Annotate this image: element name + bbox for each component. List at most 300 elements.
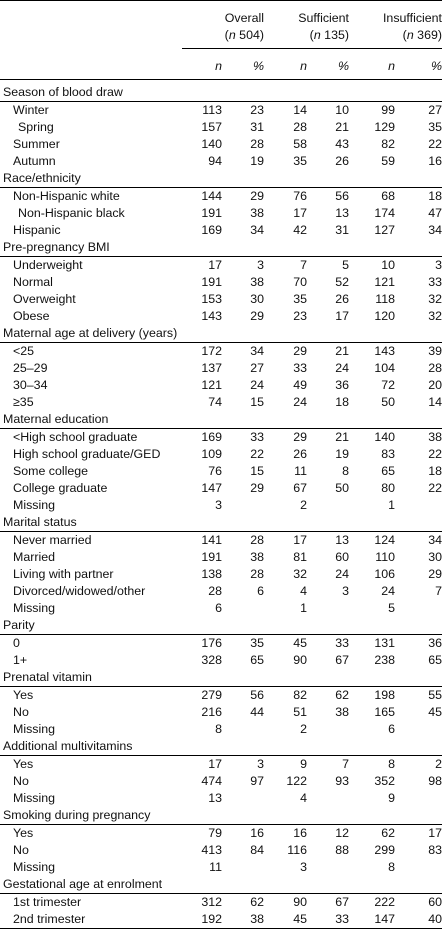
cell-insufficient-pct: 35	[395, 119, 442, 136]
table-row	[0, 756, 442, 774]
row-label: Spring	[0, 119, 182, 136]
cell-insufficient-pct	[395, 600, 442, 617]
cell-insufficient-n: 62	[349, 825, 395, 843]
cell-insufficient-n: 147	[349, 911, 395, 929]
row-label: No	[0, 704, 182, 721]
cell-insufficient-pct	[395, 497, 442, 514]
cell-overall-pct: 65	[222, 652, 264, 669]
cell-sufficient-n: 23	[264, 308, 307, 325]
cell-overall-pct: 27	[222, 360, 264, 377]
table-header	[0, 1, 442, 80]
cell-insufficient-pct: 83	[395, 842, 442, 859]
cell-insufficient-n: 10	[349, 257, 395, 275]
cell-insufficient-n: 222	[349, 894, 395, 912]
row-label: Living with partner	[0, 566, 182, 583]
cell-sufficient-pct: 21	[307, 429, 349, 447]
cell-sufficient-n: 49	[264, 377, 307, 394]
cell-sufficient-pct: 19	[307, 446, 349, 463]
cell-insufficient-n: 110	[349, 549, 395, 566]
cell-insufficient-n: 59	[349, 153, 395, 170]
row-label: College graduate	[0, 480, 182, 497]
cell-insufficient-n: 9	[349, 790, 395, 807]
cell-overall-n: 79	[182, 825, 222, 843]
cell-sufficient-pct: 21	[307, 343, 349, 361]
cell-sufficient-n: 33	[264, 360, 307, 377]
cell-overall-pct	[222, 600, 264, 617]
cell-overall-pct: 16	[222, 825, 264, 843]
cell-sufficient-pct: 50	[307, 480, 349, 497]
cell-overall-pct: 28	[222, 532, 264, 550]
row-label: Underweight	[0, 257, 182, 275]
cell-overall-n: 312	[182, 894, 222, 912]
cell-overall-n: 13	[182, 790, 222, 807]
cell-insufficient-pct: 45	[395, 704, 442, 721]
table-row	[0, 600, 442, 617]
cell-insufficient-pct: 22	[395, 446, 442, 463]
cell-insufficient-n: 143	[349, 343, 395, 361]
cell-overall-n: 28	[182, 583, 222, 600]
cell-overall-n: 94	[182, 153, 222, 170]
cell-insufficient-n: 65	[349, 463, 395, 480]
cell-sufficient-pct: 33	[307, 635, 349, 653]
row-label: Never married	[0, 532, 182, 550]
cell-insufficient-pct: 60	[395, 894, 442, 912]
row-label: Missing	[0, 859, 182, 876]
cell-insufficient-pct: 34	[395, 532, 442, 550]
cell-overall-n: 138	[182, 566, 222, 583]
cell-sufficient-n: 1	[264, 600, 307, 617]
cell-overall-n: 137	[182, 360, 222, 377]
cell-insufficient-n: 68	[349, 188, 395, 206]
cell-sufficient-pct: 56	[307, 188, 349, 206]
col-n-insufficient: n	[349, 57, 395, 80]
cell-insufficient-n: 352	[349, 773, 395, 790]
section-title: Marital status	[0, 514, 442, 532]
cell-sufficient-n: 116	[264, 842, 307, 859]
cell-overall-pct: 38	[222, 911, 264, 929]
row-label: Married	[0, 549, 182, 566]
cell-overall-n: 169	[182, 429, 222, 447]
cell-sufficient-n: 28	[264, 119, 307, 136]
cell-insufficient-n: 1	[349, 497, 395, 514]
table-row	[0, 463, 442, 480]
cell-insufficient-n: 129	[349, 119, 395, 136]
cell-overall-n: 191	[182, 205, 222, 222]
cell-sufficient-pct: 31	[307, 222, 349, 239]
row-label: ≥35	[0, 394, 182, 411]
cell-sufficient-n: 7	[264, 257, 307, 275]
row-label: Normal	[0, 274, 182, 291]
cell-insufficient-n: 121	[349, 274, 395, 291]
cell-insufficient-n: 299	[349, 842, 395, 859]
row-label: Summer	[0, 136, 182, 153]
cell-overall-pct: 3	[222, 756, 264, 774]
cell-overall-n: 3	[182, 497, 222, 514]
cell-overall-pct: 31	[222, 119, 264, 136]
cell-insufficient-n: 99	[349, 102, 395, 120]
group-insufficient-name: Insufficient	[349, 10, 442, 27]
table-row	[0, 205, 442, 222]
cell-overall-n: 147	[182, 480, 222, 497]
cell-sufficient-pct: 52	[307, 274, 349, 291]
cell-insufficient-pct: 40	[395, 911, 442, 929]
cell-overall-pct: 30	[222, 291, 264, 308]
group-sufficient-n: (n 135)	[264, 27, 349, 49]
cell-insufficient-pct: 55	[395, 687, 442, 705]
cell-insufficient-pct: 16	[395, 153, 442, 170]
section-title: Maternal education	[0, 411, 442, 429]
col-pct-sufficient: %	[307, 57, 349, 80]
cell-overall-n: 121	[182, 377, 222, 394]
cell-sufficient-n: 2	[264, 721, 307, 738]
cell-sufficient-n: 14	[264, 102, 307, 120]
cell-overall-n: 113	[182, 102, 222, 120]
section-title: Parity	[0, 617, 442, 635]
row-label: High school graduate/GED	[0, 446, 182, 463]
cell-sufficient-n: 29	[264, 429, 307, 447]
cell-overall-pct: 29	[222, 188, 264, 206]
cell-overall-pct: 19	[222, 153, 264, 170]
cell-insufficient-pct	[395, 790, 442, 807]
cell-sufficient-n: 3	[264, 859, 307, 876]
table-row	[0, 136, 442, 153]
cell-insufficient-pct: 30	[395, 549, 442, 566]
section-title: Pre-pregnancy BMI	[0, 239, 442, 257]
cell-insufficient-n: 106	[349, 566, 395, 583]
cell-sufficient-n: 4	[264, 583, 307, 600]
cell-insufficient-pct: 27	[395, 102, 442, 120]
row-label: 1+	[0, 652, 182, 669]
cell-overall-pct: 29	[222, 480, 264, 497]
cell-sufficient-n: 29	[264, 343, 307, 361]
cell-insufficient-n: 124	[349, 532, 395, 550]
cell-sufficient-pct	[307, 721, 349, 738]
cell-overall-pct: 38	[222, 205, 264, 222]
cell-insufficient-pct: 47	[395, 205, 442, 222]
row-label: 25–29	[0, 360, 182, 377]
row-label: Yes	[0, 687, 182, 705]
group-overall-name: Overall	[182, 10, 264, 27]
group-overall-n: (n 504)	[182, 27, 264, 49]
cell-overall-pct: 62	[222, 894, 264, 912]
cell-overall-n: 109	[182, 446, 222, 463]
section-header-row	[0, 669, 442, 687]
cell-sufficient-n: 17	[264, 205, 307, 222]
row-label: Missing	[0, 721, 182, 738]
cell-overall-pct: 97	[222, 773, 264, 790]
cell-overall-n: 17	[182, 257, 222, 275]
cell-sufficient-pct: 8	[307, 463, 349, 480]
cell-insufficient-pct	[395, 859, 442, 876]
cell-sufficient-n: 4	[264, 790, 307, 807]
cell-overall-n: 17	[182, 756, 222, 774]
cell-sufficient-pct: 26	[307, 291, 349, 308]
row-label: Non-Hispanic black	[0, 205, 182, 222]
cell-sufficient-pct: 13	[307, 532, 349, 550]
table-row	[0, 343, 442, 361]
row-label: Winter	[0, 102, 182, 120]
section-title: Maternal age at delivery (years)	[0, 325, 442, 343]
section-header-row	[0, 325, 442, 343]
cell-insufficient-pct: 28	[395, 360, 442, 377]
cell-sufficient-pct: 21	[307, 119, 349, 136]
table-row	[0, 532, 442, 550]
cell-insufficient-pct: 32	[395, 308, 442, 325]
cell-insufficient-n: 24	[349, 583, 395, 600]
cell-insufficient-pct: 29	[395, 566, 442, 583]
cell-sufficient-n: 70	[264, 274, 307, 291]
cell-overall-n: 157	[182, 119, 222, 136]
cell-sufficient-pct: 3	[307, 583, 349, 600]
cell-sufficient-n: 122	[264, 773, 307, 790]
cell-overall-n: 11	[182, 859, 222, 876]
cell-overall-n: 74	[182, 394, 222, 411]
table-row	[0, 721, 442, 738]
row-label: 1st trimester	[0, 894, 182, 912]
cell-overall-pct: 28	[222, 566, 264, 583]
row-label: Obese	[0, 308, 182, 325]
section-header-row	[0, 617, 442, 635]
cell-sufficient-pct: 67	[307, 894, 349, 912]
section-header-row	[0, 411, 442, 429]
cell-insufficient-n: 83	[349, 446, 395, 463]
cell-overall-n: 140	[182, 136, 222, 153]
cell-sufficient-n: 76	[264, 188, 307, 206]
cell-insufficient-pct: 2	[395, 756, 442, 774]
col-n-overall: n	[182, 57, 222, 80]
cell-sufficient-pct: 67	[307, 652, 349, 669]
cell-sufficient-pct	[307, 790, 349, 807]
row-label: 30–34	[0, 377, 182, 394]
section-header-row	[0, 170, 442, 188]
cell-insufficient-n: 140	[349, 429, 395, 447]
cell-overall-n: 191	[182, 549, 222, 566]
cell-insufficient-pct: 18	[395, 463, 442, 480]
cell-overall-n: 413	[182, 842, 222, 859]
cell-insufficient-pct	[395, 721, 442, 738]
cell-sufficient-pct: 38	[307, 704, 349, 721]
cell-sufficient-n: 16	[264, 825, 307, 843]
cell-sufficient-n: 51	[264, 704, 307, 721]
cell-insufficient-n: 104	[349, 360, 395, 377]
row-label: Hispanic	[0, 222, 182, 239]
cell-insufficient-n: 165	[349, 704, 395, 721]
row-label: No	[0, 842, 182, 859]
cell-overall-n: 144	[182, 188, 222, 206]
row-label: Non-Hispanic white	[0, 188, 182, 206]
cell-overall-n: 172	[182, 343, 222, 361]
col-n-sufficient: n	[264, 57, 307, 80]
cell-overall-pct: 23	[222, 102, 264, 120]
table-row	[0, 480, 442, 497]
cell-sufficient-n: 35	[264, 291, 307, 308]
section-title: Race/ethnicity	[0, 170, 442, 188]
table-row	[0, 446, 442, 463]
section-title: Prenatal vitamin	[0, 669, 442, 687]
cell-overall-pct	[222, 790, 264, 807]
cell-insufficient-pct: 65	[395, 652, 442, 669]
cell-insufficient-pct: 14	[395, 394, 442, 411]
cell-overall-pct: 38	[222, 549, 264, 566]
section-header-row	[0, 738, 442, 756]
cell-sufficient-pct: 88	[307, 842, 349, 859]
row-label: Missing	[0, 600, 182, 617]
cell-insufficient-pct: 22	[395, 136, 442, 153]
cell-insufficient-pct: 18	[395, 188, 442, 206]
cell-insufficient-n: 6	[349, 721, 395, 738]
cell-sufficient-n: 2	[264, 497, 307, 514]
cell-insufficient-pct: 34	[395, 222, 442, 239]
cell-overall-pct	[222, 859, 264, 876]
cell-insufficient-n: 50	[349, 394, 395, 411]
cell-sufficient-n: 26	[264, 446, 307, 463]
cell-insufficient-n: 82	[349, 136, 395, 153]
section-header-row	[0, 514, 442, 532]
cell-insufficient-pct: 32	[395, 291, 442, 308]
row-label: Yes	[0, 756, 182, 774]
cell-overall-n: 169	[182, 222, 222, 239]
table-row	[0, 704, 442, 721]
row-label: Some college	[0, 463, 182, 480]
table-row	[0, 188, 442, 206]
cell-overall-pct	[222, 721, 264, 738]
cell-overall-pct: 15	[222, 394, 264, 411]
cell-overall-n: 176	[182, 635, 222, 653]
table-row	[0, 859, 442, 876]
cell-overall-pct: 28	[222, 136, 264, 153]
cell-sufficient-n: 67	[264, 480, 307, 497]
cell-sufficient-pct	[307, 859, 349, 876]
cell-overall-n: 143	[182, 308, 222, 325]
cell-sufficient-pct: 24	[307, 360, 349, 377]
row-label: Overweight	[0, 291, 182, 308]
cell-sufficient-n: 45	[264, 635, 307, 653]
cell-overall-n: 141	[182, 532, 222, 550]
table-row	[0, 652, 442, 669]
cell-overall-n: 153	[182, 291, 222, 308]
cell-sufficient-pct: 10	[307, 102, 349, 120]
table-row	[0, 429, 442, 447]
cell-insufficient-pct: 22	[395, 480, 442, 497]
cell-sufficient-n: 81	[264, 549, 307, 566]
cell-sufficient-pct: 13	[307, 205, 349, 222]
row-label: Divorced/widowed/other	[0, 583, 182, 600]
cell-overall-n: 6	[182, 600, 222, 617]
cell-sufficient-n: 35	[264, 153, 307, 170]
cell-sufficient-n: 11	[264, 463, 307, 480]
table-row	[0, 583, 442, 600]
row-label: Missing	[0, 790, 182, 807]
cell-insufficient-n: 127	[349, 222, 395, 239]
table-row	[0, 360, 442, 377]
cell-sufficient-pct: 36	[307, 377, 349, 394]
col-pct-overall: %	[222, 57, 264, 80]
table-body	[0, 80, 442, 931]
cell-overall-pct	[222, 497, 264, 514]
cell-overall-pct: 29	[222, 308, 264, 325]
cell-sufficient-n: 82	[264, 687, 307, 705]
table-row	[0, 497, 442, 514]
cell-overall-pct: 44	[222, 704, 264, 721]
cell-overall-n: 328	[182, 652, 222, 669]
row-label: <25	[0, 343, 182, 361]
cell-insufficient-pct: 20	[395, 377, 442, 394]
table-row	[0, 842, 442, 859]
cell-sufficient-pct	[307, 497, 349, 514]
cell-insufficient-n: 131	[349, 635, 395, 653]
table-row	[0, 911, 442, 929]
cell-sufficient-pct: 93	[307, 773, 349, 790]
cell-insufficient-pct: 38	[395, 429, 442, 447]
table-row	[0, 549, 442, 566]
cell-overall-pct: 35	[222, 635, 264, 653]
cell-sufficient-n: 32	[264, 566, 307, 583]
cell-insufficient-pct: 98	[395, 773, 442, 790]
cell-insufficient-n: 120	[349, 308, 395, 325]
cell-sufficient-pct: 17	[307, 308, 349, 325]
cell-sufficient-n: 9	[264, 756, 307, 774]
cell-overall-n: 279	[182, 687, 222, 705]
cell-overall-pct: 24	[222, 377, 264, 394]
row-label: Autumn	[0, 153, 182, 170]
cell-overall-pct: 33	[222, 429, 264, 447]
cell-sufficient-pct: 62	[307, 687, 349, 705]
table-row	[0, 153, 442, 170]
cell-overall-pct: 34	[222, 222, 264, 239]
table-row	[0, 377, 442, 394]
cell-insufficient-pct: 17	[395, 825, 442, 843]
cell-overall-n: 76	[182, 463, 222, 480]
table-row	[0, 394, 442, 411]
table-row	[0, 274, 442, 291]
cell-insufficient-pct: 39	[395, 343, 442, 361]
cell-insufficient-pct: 7	[395, 583, 442, 600]
section-header-row	[0, 80, 442, 102]
row-label: No	[0, 773, 182, 790]
cell-overall-pct: 56	[222, 687, 264, 705]
cell-overall-pct: 38	[222, 274, 264, 291]
section-header-row	[0, 807, 442, 825]
section-title: Season of blood draw	[0, 80, 442, 102]
cell-overall-pct: 6	[222, 583, 264, 600]
row-label: <High school graduate	[0, 429, 182, 447]
section-title: Gestational age at enrolment	[0, 876, 442, 894]
cell-overall-pct: 34	[222, 343, 264, 361]
cell-overall-pct: 84	[222, 842, 264, 859]
cell-overall-pct: 22	[222, 446, 264, 463]
section-title: Additional multivitamins	[0, 738, 442, 756]
cell-insufficient-n: 8	[349, 756, 395, 774]
cell-insufficient-n: 238	[349, 652, 395, 669]
cell-insufficient-pct: 33	[395, 274, 442, 291]
row-label: Yes	[0, 825, 182, 843]
cell-overall-n: 216	[182, 704, 222, 721]
cell-insufficient-n: 72	[349, 377, 395, 394]
cell-sufficient-pct	[307, 600, 349, 617]
cell-overall-n: 8	[182, 721, 222, 738]
table-row	[0, 222, 442, 239]
cell-insufficient-n: 118	[349, 291, 395, 308]
cell-sufficient-n: 24	[264, 394, 307, 411]
table-row	[0, 257, 442, 275]
cell-sufficient-pct: 5	[307, 257, 349, 275]
cell-overall-pct: 15	[222, 463, 264, 480]
cell-insufficient-pct: 36	[395, 635, 442, 653]
cell-sufficient-n: 58	[264, 136, 307, 153]
cell-sufficient-pct: 33	[307, 911, 349, 929]
cell-overall-pct: 3	[222, 257, 264, 275]
cell-overall-n: 192	[182, 911, 222, 929]
